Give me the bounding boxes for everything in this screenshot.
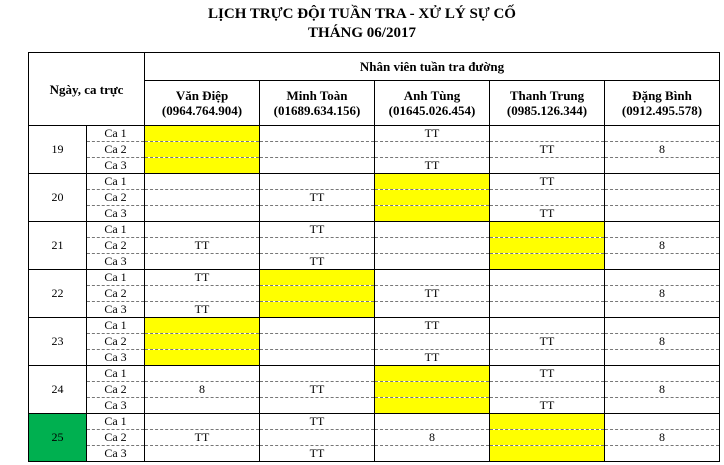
duty-cell (490, 414, 605, 430)
duty-cell (260, 158, 375, 174)
duty-cell: TT (490, 366, 605, 382)
employee-name: Văn Điệp (175, 88, 229, 103)
duty-cell: TT (490, 142, 605, 158)
shift-row (29, 270, 720, 286)
shift-label: Ca 1 (87, 126, 145, 142)
shift-label: Ca 3 (87, 206, 145, 222)
shift-label: Ca 3 (87, 398, 145, 414)
shift-row (29, 398, 720, 414)
duty-cell: 8 (605, 238, 720, 254)
duty-cell: 8 (375, 430, 490, 446)
shift-label: Ca 1 (87, 366, 145, 382)
duty-cell: TT (375, 286, 490, 302)
duty-cell (260, 366, 375, 382)
duty-cell: TT (375, 318, 490, 334)
day-cell: 24 (29, 366, 87, 414)
duty-cell (490, 254, 605, 270)
duty-cell (260, 238, 375, 254)
day-cell: 23 (29, 318, 87, 366)
duty-cell (490, 190, 605, 206)
duty-cell (145, 158, 260, 174)
employee-phone: (0912.495.578) (621, 103, 703, 118)
duty-cell (375, 414, 490, 430)
duty-cell (490, 302, 605, 318)
duty-cell: TT (145, 270, 260, 286)
duty-cell (145, 222, 260, 238)
shift-row (29, 430, 720, 446)
duty-cell: TT (490, 334, 605, 350)
employee-header (145, 81, 260, 126)
duty-cell (490, 270, 605, 286)
employee-phone: (0964.764.904) (161, 103, 243, 118)
shift-row (29, 142, 720, 158)
duty-cell (605, 446, 720, 462)
duty-cell (145, 126, 260, 142)
duty-cell (375, 206, 490, 222)
header-employee-group: Nhân viên tuần tra đường (145, 53, 720, 81)
duty-cell (375, 334, 490, 350)
duty-cell (260, 174, 375, 190)
duty-cell (375, 398, 490, 414)
duty-cell (490, 382, 605, 398)
duty-cell: TT (260, 382, 375, 398)
duty-cell (375, 190, 490, 206)
duty-cell: TT (490, 398, 605, 414)
shift-row (29, 414, 720, 430)
header-date-shift: Ngày, ca trực (29, 53, 145, 126)
duty-cell: TT (260, 414, 375, 430)
shift-row (29, 446, 720, 462)
duty-cell (605, 398, 720, 414)
shift-row (29, 254, 720, 270)
duty-cell (605, 222, 720, 238)
employee-phone: (0985.126.344) (506, 103, 588, 118)
duty-cell (490, 238, 605, 254)
duty-cell (605, 190, 720, 206)
duty-cell (490, 350, 605, 366)
duty-cell: TT (145, 238, 260, 254)
employee-phone: (01645.026.454) (388, 103, 476, 118)
shift-row (29, 222, 720, 238)
duty-cell (145, 318, 260, 334)
shift-row (29, 366, 720, 382)
shift-label: Ca 1 (87, 222, 145, 238)
duty-cell (605, 174, 720, 190)
day-cell: 20 (29, 174, 87, 222)
duty-cell (145, 350, 260, 366)
duty-cell (605, 254, 720, 270)
shift-label: Ca 1 (87, 174, 145, 190)
employee-name: Minh Toàn (286, 88, 348, 103)
shift-label: Ca 3 (87, 302, 145, 318)
shift-row (29, 174, 720, 190)
shift-row (29, 302, 720, 318)
duty-cell (260, 126, 375, 142)
day-cell: 25 (29, 414, 87, 462)
duty-cell: TT (260, 222, 375, 238)
duty-cell (605, 302, 720, 318)
duty-cell (375, 174, 490, 190)
duty-cell (260, 206, 375, 222)
employee-header (605, 81, 720, 126)
day-cell: 21 (29, 222, 87, 270)
duty-cell (260, 398, 375, 414)
duty-cell (375, 254, 490, 270)
duty-cell (375, 238, 490, 254)
duty-cell (490, 318, 605, 334)
shift-row (29, 126, 720, 142)
duty-cell (145, 174, 260, 190)
duty-cell: 8 (605, 142, 720, 158)
duty-cell: TT (145, 430, 260, 446)
duty-cell: TT (490, 174, 605, 190)
shift-row (29, 350, 720, 366)
duty-cell (375, 366, 490, 382)
employee-name: Đặng Bình (632, 88, 692, 103)
duty-cell (260, 350, 375, 366)
duty-cell (375, 222, 490, 238)
duty-cell (260, 334, 375, 350)
duty-cell: TT (260, 254, 375, 270)
shift-label: Ca 2 (87, 430, 145, 446)
shift-row (29, 190, 720, 206)
duty-cell (260, 430, 375, 446)
duty-cell (145, 334, 260, 350)
duty-roster-table (28, 52, 720, 462)
duty-cell: TT (260, 190, 375, 206)
shift-label: Ca 3 (87, 350, 145, 366)
duty-cell (605, 350, 720, 366)
duty-cell (375, 382, 490, 398)
duty-cell: 8 (605, 430, 720, 446)
duty-cell: TT (260, 446, 375, 462)
page-subtitle: THÁNG 06/2017 (308, 25, 416, 41)
duty-cell (605, 126, 720, 142)
day-cell: 19 (29, 126, 87, 174)
duty-cell (375, 142, 490, 158)
shift-row (29, 238, 720, 254)
duty-cell (145, 446, 260, 462)
shift-label: Ca 2 (87, 286, 145, 302)
duty-cell (260, 270, 375, 286)
duty-cell: 8 (145, 382, 260, 398)
shift-label: Ca 3 (87, 446, 145, 462)
duty-cell (490, 126, 605, 142)
duty-cell (605, 414, 720, 430)
employee-header (375, 81, 490, 126)
duty-cell (490, 430, 605, 446)
duty-cell (260, 142, 375, 158)
duty-cell (145, 206, 260, 222)
employee-header (260, 81, 375, 126)
duty-cell (145, 414, 260, 430)
duty-cell (375, 446, 490, 462)
duty-cell (145, 398, 260, 414)
duty-cell (490, 446, 605, 462)
duty-cell (145, 142, 260, 158)
shift-row (29, 286, 720, 302)
duty-cell (605, 366, 720, 382)
shift-label: Ca 1 (87, 318, 145, 334)
duty-cell (490, 286, 605, 302)
duty-cell (145, 286, 260, 302)
duty-cell: TT (145, 302, 260, 318)
employee-name: Anh Tùng (403, 88, 461, 103)
shift-label: Ca 2 (87, 190, 145, 206)
shift-label: Ca 3 (87, 158, 145, 174)
shift-row (29, 158, 720, 174)
duty-cell: 8 (605, 286, 720, 302)
duty-cell (605, 206, 720, 222)
shift-row (29, 318, 720, 334)
shift-label: Ca 2 (87, 238, 145, 254)
duty-cell: TT (490, 206, 605, 222)
shift-row (29, 334, 720, 350)
shift-label: Ca 2 (87, 334, 145, 350)
employee-phone: (01689.634.156) (273, 103, 361, 118)
duty-cell (145, 366, 260, 382)
duty-cell: 8 (605, 334, 720, 350)
duty-cell (145, 190, 260, 206)
shift-label: Ca 3 (87, 254, 145, 270)
shift-label: Ca 2 (87, 142, 145, 158)
duty-cell (260, 318, 375, 334)
page-title: LỊCH TRỰC ĐỘI TUẦN TRA - XỬ LÝ SỰ CỐ (208, 6, 516, 22)
duty-cell (145, 254, 260, 270)
duty-cell (260, 302, 375, 318)
employee-name: Thanh Trung (509, 88, 585, 103)
duty-cell (375, 302, 490, 318)
shift-label: Ca 2 (87, 382, 145, 398)
duty-cell (605, 318, 720, 334)
employee-header (490, 81, 605, 126)
shift-label: Ca 1 (87, 414, 145, 430)
duty-cell: TT (375, 126, 490, 142)
shift-row (29, 206, 720, 222)
duty-cell: TT (375, 158, 490, 174)
shift-label: Ca 1 (87, 270, 145, 286)
duty-cell (260, 286, 375, 302)
duty-cell (490, 222, 605, 238)
duty-cell (605, 158, 720, 174)
duty-cell: 8 (605, 382, 720, 398)
shift-row (29, 382, 720, 398)
duty-cell (490, 158, 605, 174)
duty-cell (605, 270, 720, 286)
duty-cell (375, 270, 490, 286)
day-cell: 22 (29, 270, 87, 318)
duty-cell: TT (375, 350, 490, 366)
